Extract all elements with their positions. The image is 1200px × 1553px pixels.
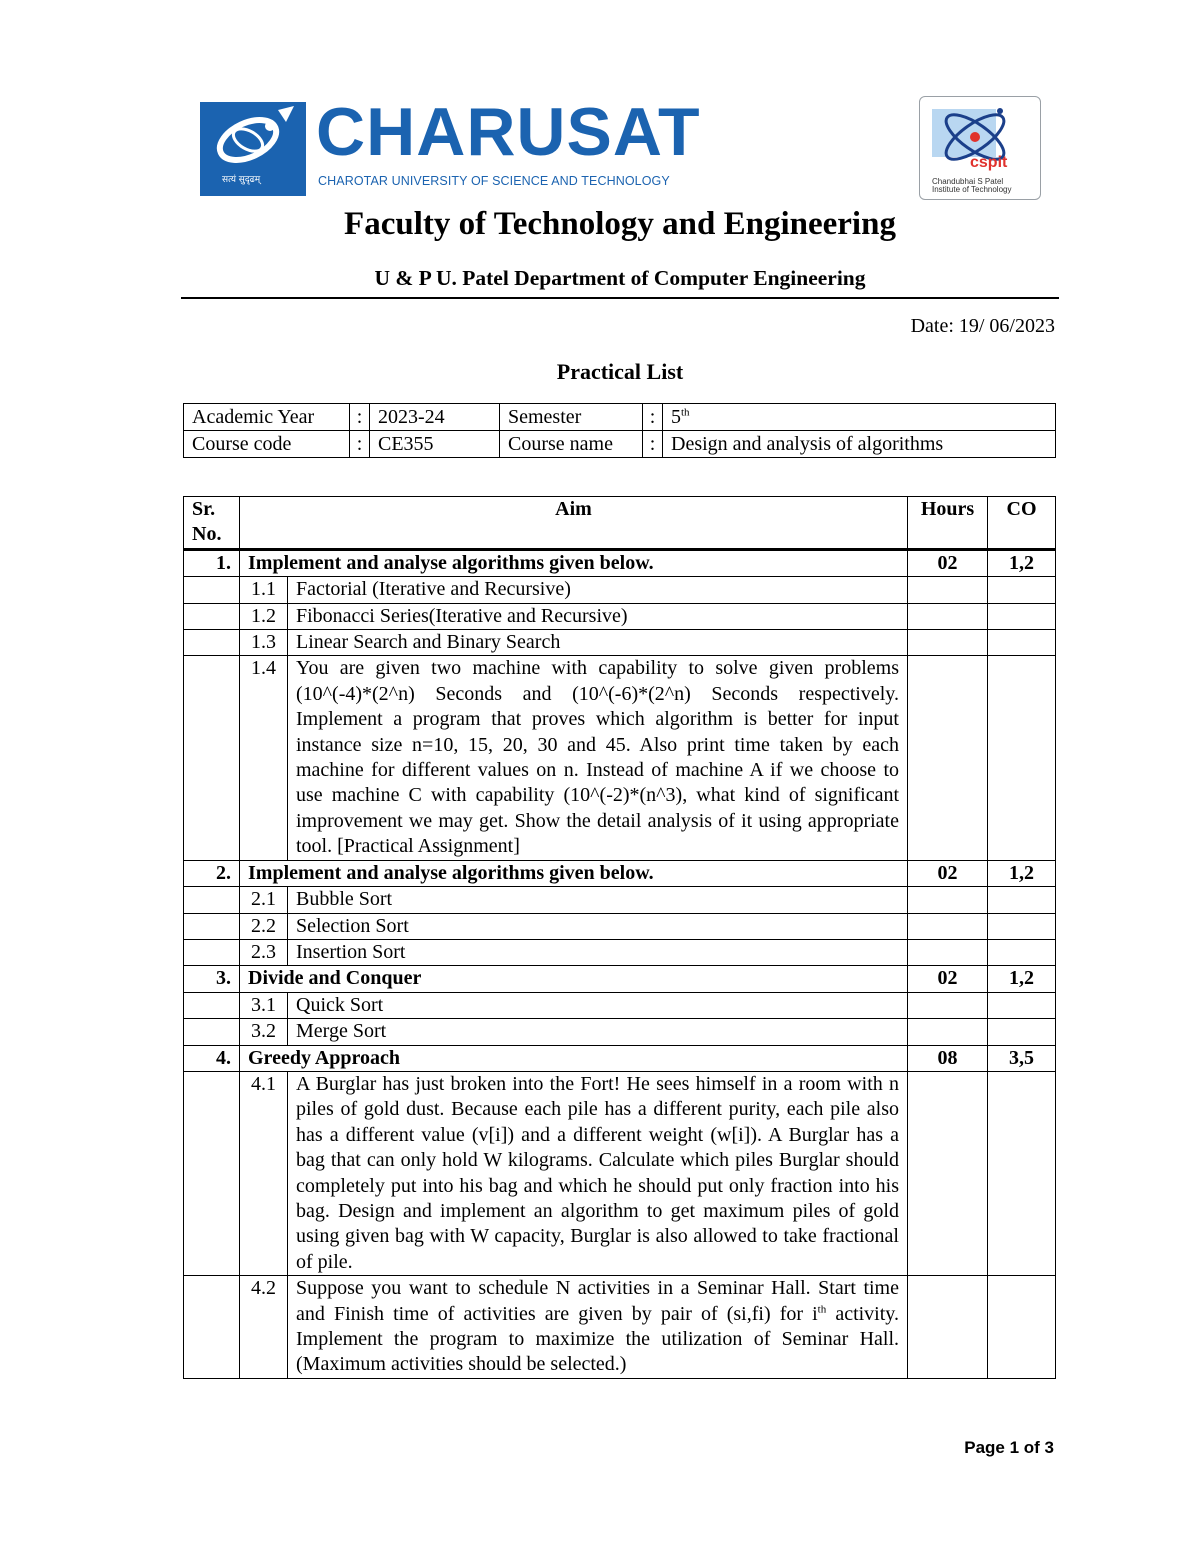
empty-cell: [988, 1019, 1056, 1045]
empty-cell: [184, 913, 240, 939]
charusat-tagline: CHAROTAR UNIVERSITY OF SCIENCE AND TECHNOLOGY: [318, 174, 670, 188]
section-hours: 02: [908, 966, 988, 992]
table-row: [184, 1019, 1056, 1045]
semester-suffix: th: [681, 406, 690, 419]
table-row: [184, 939, 1056, 965]
section-co: 1,2: [988, 860, 1056, 886]
item-number: 1.1: [240, 577, 288, 603]
empty-cell: [184, 1276, 240, 1379]
item-number: 3.1: [240, 992, 288, 1018]
course-code-label: Course code: [184, 431, 350, 458]
charusat-emblem: [200, 102, 306, 196]
charusat-logo: [200, 94, 705, 196]
section-hours: 02: [908, 549, 988, 576]
empty-cell: [988, 603, 1056, 629]
section-co: 3,5: [988, 1045, 1056, 1071]
table-row: [184, 1276, 1056, 1379]
item-number: 4.1: [240, 1071, 288, 1275]
empty-cell: [184, 1071, 240, 1275]
section-co: 1,2: [988, 966, 1056, 992]
empty-cell: [988, 992, 1056, 1018]
item-number: 2.2: [240, 913, 288, 939]
empty-cell: [908, 913, 988, 939]
header-aim: Aim: [240, 497, 908, 550]
empty-cell: [908, 1071, 988, 1275]
section-row: [184, 1045, 1056, 1071]
item-text: A Burglar has just broken into the Fort! He sees himself in a room with n piles of gold dust. Because each pile has a different purity, each pile also has a different value (v[i]) and a different weight (w[i]). A Burglar has a bag that can only hold W kilograms. Calculate which piles Burglar should completely put into his bag and which he should put only fraction into his bag. Design and implement an algorithm to get maximum piles of gold using given bag with W capacity, Burglar is also allowed to take fractional of pile.: [288, 1071, 908, 1275]
empty-cell: [184, 939, 240, 965]
empty-cell: [988, 656, 1056, 860]
empty-cell: [908, 887, 988, 913]
semester-label: Semester: [500, 404, 643, 431]
item-text: You are given two machine with capability to solve given problems (10^(-4)*(2^n) Seconds and (10^(-6)*(2^n) Seconds respectively. Implement a program that proves which algorithm is better for input instance size n=10, 15, 20, 30 and 45. Also print time taken by each machine for different values on n. Instead of machine A if we choose to use machine C with capability (10^(-2)*(n^3), what kind of significant improvement we may get. Show the detail analysis of it using appropriate tool. [Practical Assignment]: [288, 656, 908, 860]
document-title: Practical List: [556, 359, 684, 384]
table-row: [184, 656, 1056, 860]
colon: :: [643, 431, 663, 458]
header-co: CO: [988, 497, 1056, 550]
table-row: [184, 992, 1056, 1018]
cspit-subtitle-line2: Institute of Technology: [932, 185, 1012, 194]
section-co: 1,2: [988, 549, 1056, 576]
item-number: 1.2: [240, 603, 288, 629]
item-text: Linear Search and Binary Search: [288, 630, 908, 656]
table-row: [184, 887, 1056, 913]
document-date: Date: 19/ 06/2023: [910, 315, 1055, 337]
table-header-row: [184, 497, 1056, 550]
cspit-brand: cspit: [970, 154, 1008, 171]
item-text: [288, 1276, 908, 1379]
item-text-part: Suppose you want to schedule N activities in a Seminar Hall. Start time and Finish time of activities are given by pair of (si,fi) for i: [296, 1277, 899, 1325]
header-hours: Hours: [908, 497, 988, 550]
page-number: Page 1 of 3: [964, 1438, 1054, 1457]
section-hours: 08: [908, 1045, 988, 1071]
course-code-value: CE355: [370, 431, 500, 458]
empty-cell: [908, 656, 988, 860]
section-title: Greedy Approach: [240, 1045, 908, 1071]
empty-cell: [184, 1019, 240, 1045]
semester-value: [663, 404, 1056, 431]
empty-cell: [908, 1276, 988, 1379]
empty-cell: [988, 1071, 1056, 1275]
course-info-row: [184, 404, 1056, 431]
cspit-logo: [919, 96, 1041, 200]
ordinal-suffix: th: [817, 1302, 827, 1315]
colon: :: [643, 404, 663, 431]
item-text: Bubble Sort: [288, 887, 908, 913]
table-row: [184, 630, 1056, 656]
section-title: Divide and Conquer: [240, 966, 908, 992]
empty-cell: [184, 577, 240, 603]
table-row: [184, 913, 1056, 939]
section-number: 1.: [184, 549, 240, 576]
empty-cell: [908, 1019, 988, 1045]
semester-number: 5: [671, 406, 681, 428]
course-name-value: Design and analysis of algorithms: [663, 431, 1056, 458]
course-info-table: [183, 403, 1056, 458]
item-text: Selection Sort: [288, 913, 908, 939]
section-title: Implement and analyse algorithms given below.: [240, 860, 908, 886]
colon: :: [350, 404, 370, 431]
empty-cell: [988, 887, 1056, 913]
empty-cell: [908, 577, 988, 603]
item-text-part: activity. Implement the program to maximize the utilization of Seminar Hall. (Maximum activities should be selected.): [296, 1302, 900, 1376]
item-text: Quick Sort: [288, 992, 908, 1018]
section-title: Implement and analyse algorithms given below.: [240, 549, 908, 576]
academic-year-value: 2023-24: [370, 404, 500, 431]
section-number: 4.: [184, 1045, 240, 1071]
empty-cell: [988, 1276, 1056, 1379]
section-row: [184, 549, 1056, 576]
academic-year-label: Academic Year: [184, 404, 350, 431]
table-row: [184, 577, 1056, 603]
empty-cell: [908, 603, 988, 629]
practical-table: [183, 496, 1056, 1379]
item-number: 1.4: [240, 656, 288, 860]
empty-cell: [988, 630, 1056, 656]
colon: :: [350, 431, 370, 458]
course-info-row: [184, 431, 1056, 458]
section-row: [184, 966, 1056, 992]
department-heading: U & P U. Patel Department of Computer Engineering: [374, 266, 866, 290]
empty-cell: [184, 992, 240, 1018]
section-number: 2.: [184, 860, 240, 886]
empty-cell: [908, 630, 988, 656]
course-name-label: Course name: [500, 431, 643, 458]
cspit-subtitle-line1: Chandubhai S Patel: [932, 177, 1004, 186]
item-text: Factorial (Iterative and Recursive): [288, 577, 908, 603]
section-number: 3.: [184, 966, 240, 992]
item-number: 1.3: [240, 630, 288, 656]
header-sr-no: Sr. No.: [184, 497, 240, 550]
section-row: [184, 860, 1056, 886]
charusat-emblem-text: सत्यं सुदृढम्: [222, 175, 261, 185]
faculty-heading: Faculty of Technology and Engineering: [344, 206, 896, 242]
empty-cell: [988, 939, 1056, 965]
charusat-wordmark: CHARUSAT: [316, 94, 701, 170]
item-number: 2.1: [240, 887, 288, 913]
empty-cell: [908, 939, 988, 965]
item-text: Insertion Sort: [288, 939, 908, 965]
empty-cell: [988, 913, 1056, 939]
empty-cell: [184, 887, 240, 913]
table-row: [184, 1071, 1056, 1275]
empty-cell: [908, 992, 988, 1018]
empty-cell: [184, 656, 240, 860]
empty-cell: [988, 577, 1056, 603]
header-divider: [181, 297, 1059, 299]
section-hours: 02: [908, 860, 988, 886]
item-number: 2.3: [240, 939, 288, 965]
item-text: Fibonacci Series(Iterative and Recursive): [288, 603, 908, 629]
item-number: 3.2: [240, 1019, 288, 1045]
empty-cell: [184, 603, 240, 629]
table-row: [184, 603, 1056, 629]
item-number: 4.2: [240, 1276, 288, 1379]
item-text: Merge Sort: [288, 1019, 908, 1045]
empty-cell: [184, 630, 240, 656]
